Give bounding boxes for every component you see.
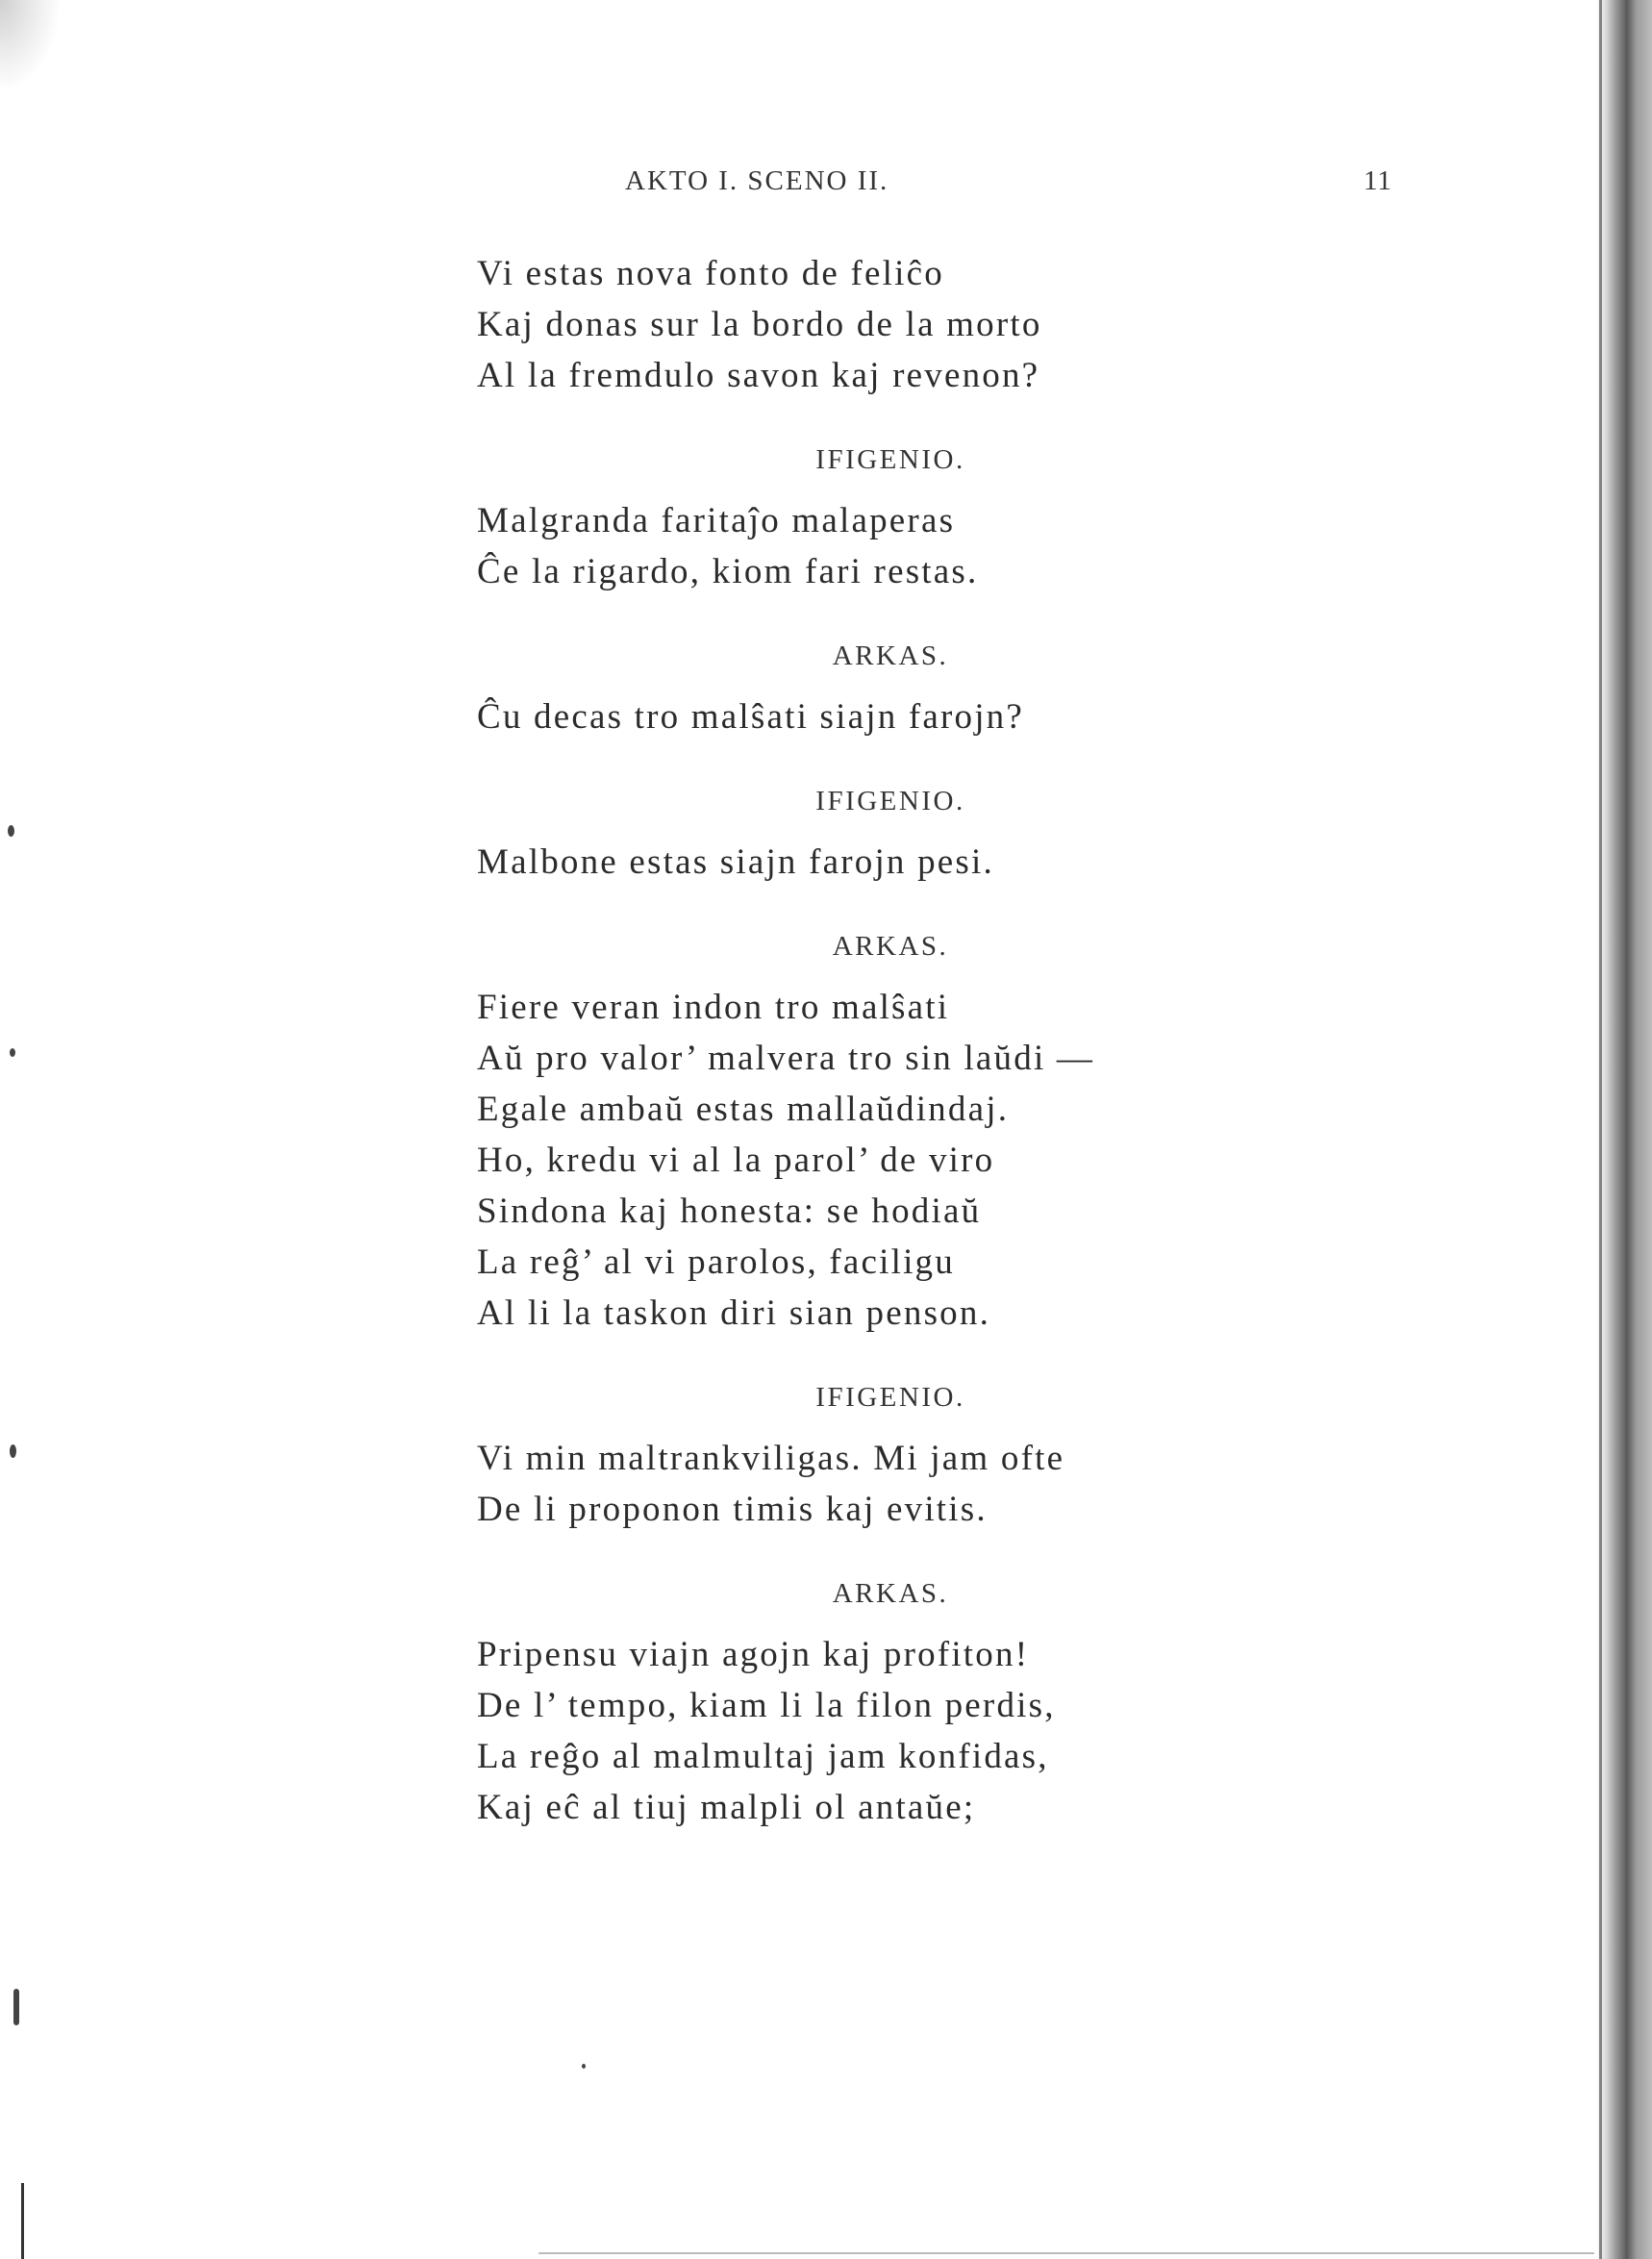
running-title: AKTO I. SCENO II. bbox=[625, 165, 889, 196]
verse-line: Sindona kaj honesta: se hodiaŭ bbox=[477, 1192, 982, 1231]
verse-line: Ĉe la rigardo, kiom fari restas. bbox=[477, 552, 979, 591]
verse-line: De l’ tempo, kiam li la filon perdis, bbox=[477, 1686, 1056, 1725]
verse-block bbox=[477, 837, 1342, 888]
speaker-name: ARKAS. bbox=[832, 640, 949, 671]
verse-line: Ĉu decas tro malŝati siajn farojn? bbox=[477, 697, 1025, 737]
verse-line: Fiere veran indon tro malŝati bbox=[477, 988, 950, 1027]
speaker-name: ARKAS. bbox=[832, 931, 949, 962]
page-bottom-edge bbox=[538, 2252, 1594, 2254]
verse-block bbox=[477, 495, 1342, 597]
verse-line: Malgranda faritaĵo malaperas bbox=[477, 501, 956, 540]
speaker-name: IFIGENIO. bbox=[815, 444, 965, 475]
verse-line: Vi estas nova fonto de feliĉo bbox=[477, 254, 944, 293]
page-number: 11 bbox=[1364, 165, 1392, 196]
verse-block bbox=[477, 248, 1342, 401]
verse-block bbox=[477, 691, 1342, 742]
page-edge-shadow bbox=[1596, 0, 1652, 2259]
verse-line: Al li la taskon diri sian penson. bbox=[477, 1293, 991, 1333]
verse-line: Malbone estas siajn farojn pesi. bbox=[477, 842, 994, 882]
verse-line: Kaj eĉ al tiuj malpli ol antaŭe; bbox=[477, 1788, 976, 1827]
verse-line: La reĝ’ al vi parolos, faciligu bbox=[477, 1242, 955, 1282]
scan-speck bbox=[13, 1989, 19, 2025]
verse-line: De li proponon timis kaj evitis. bbox=[477, 1490, 988, 1529]
scan-speck bbox=[10, 1048, 15, 1057]
speaker-name: IFIGENIO. bbox=[815, 786, 965, 816]
scan-speck bbox=[10, 1444, 16, 1458]
verse-block bbox=[477, 1433, 1342, 1535]
verse-line: Ho, kredu vi al la parol’ de viro bbox=[477, 1141, 995, 1180]
verse-line: Aŭ pro valor’ malvera tro sin laŭdi — bbox=[477, 1039, 1095, 1078]
scan-speck bbox=[8, 825, 14, 837]
speaker-name: IFIGENIO. bbox=[815, 1382, 965, 1413]
scan-speck bbox=[582, 2064, 586, 2069]
verse-line: Pripensu viajn agojn kaj profiton! bbox=[477, 1635, 1030, 1674]
page-edge-line bbox=[1599, 0, 1602, 2259]
verse-line: Egale ambaŭ estas mallaŭdindaj. bbox=[477, 1090, 1010, 1129]
running-header bbox=[625, 165, 1414, 204]
verse-line: La reĝo al malmultaj jam konfidas, bbox=[477, 1737, 1049, 1776]
left-margin-mark bbox=[21, 2183, 24, 2259]
verse-block bbox=[477, 1629, 1342, 1833]
speaker-name: ARKAS. bbox=[832, 1578, 949, 1609]
scan-corner-smudge bbox=[0, 0, 58, 87]
verse-block bbox=[477, 982, 1342, 1339]
play-text bbox=[477, 248, 1342, 1833]
verse-line: Vi min maltrankviligas. Mi jam ofte bbox=[477, 1439, 1065, 1478]
verse-line: Al la fremdulo savon kaj revenon? bbox=[477, 356, 1040, 395]
verse-line: Kaj donas sur la bordo de la morto bbox=[477, 305, 1042, 344]
